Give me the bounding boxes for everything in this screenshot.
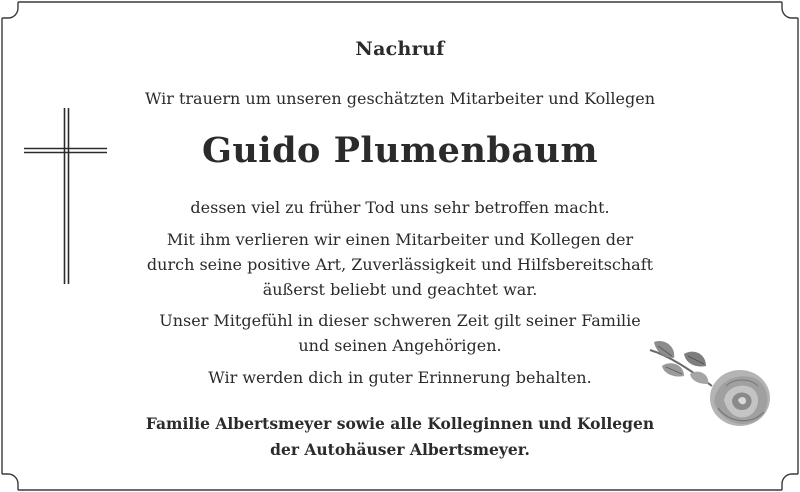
notice-heading: Nachruf [355, 38, 445, 60]
rose-icon [640, 336, 780, 436]
body-line: durch seine positive Art, Zuverlässigkeit und Hilfsbereitschaft [146, 255, 654, 274]
intro-line: Wir trauern um unseren geschätzten Mitarbeiter und Kollegen [144, 89, 656, 108]
body-line: Mit ihm verlieren wir einen Mitarbeiter und Kollegen der [166, 230, 634, 249]
body-line: äußerst beliebt und geachtet war. [262, 280, 538, 299]
closing-line: der Autohäuser Albertsmeyer. [270, 440, 530, 459]
body-line: Wir werden dich in guter Erinnerung behalten. [208, 368, 592, 387]
body-line: Unser Mitgefühl in dieser schweren Zeit gilt seiner Familie [159, 311, 641, 330]
body-line: und seinen Angehörigen. [298, 336, 502, 355]
body-line: dessen viel zu früher Tod uns sehr betroffen macht. [190, 198, 610, 217]
deceased-name: Guido Plumenbaum [201, 130, 599, 171]
closing-line: Familie Albertsmeyer sowie alle Kolleginnen und Kollegen [145, 414, 655, 433]
